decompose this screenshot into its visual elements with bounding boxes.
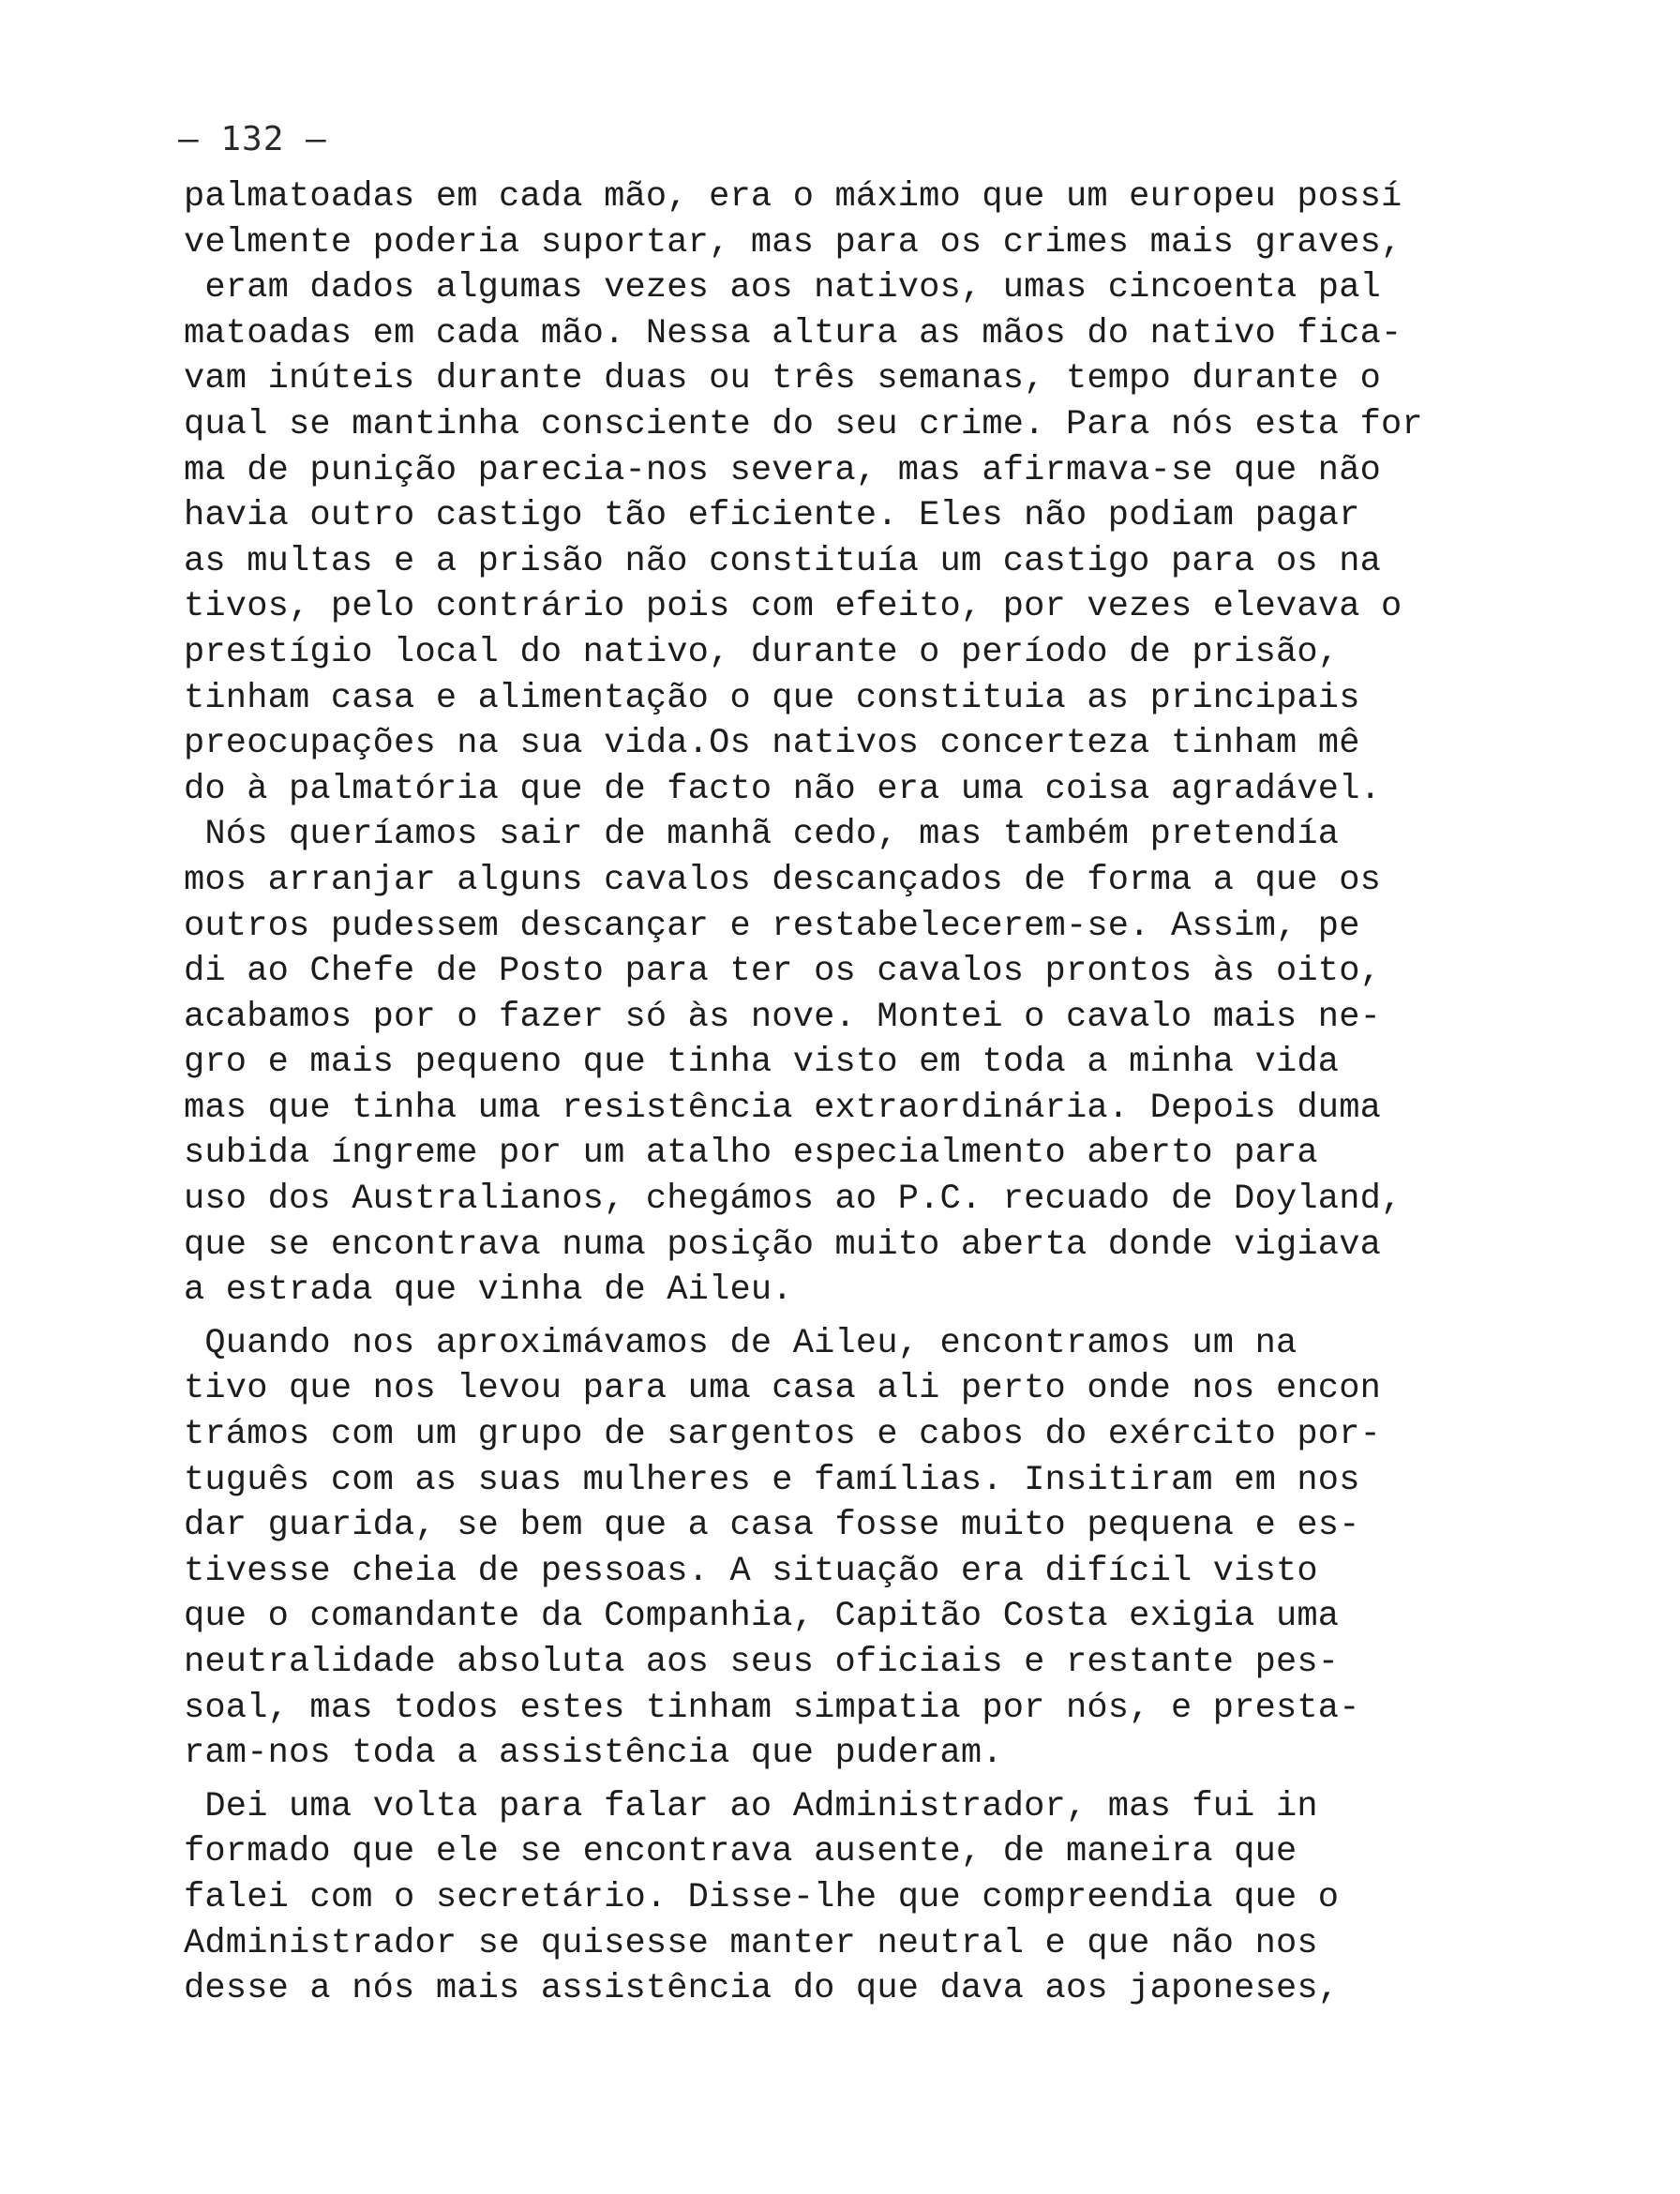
text-line: Dei uma volta para falar ao Administrador, mas fui in (184, 1786, 1318, 1826)
text-line: Quando nos aproximávamos de Aileu, encontramos um na (184, 1323, 1298, 1363)
text-line: soal, mas todos estes tinham simpatia por nós, e presta- (184, 1688, 1360, 1728)
text-line: prestígio local do nativo, durante o período de prisão, (184, 632, 1340, 672)
text-line: acabamos por o fazer só às nove. Montei o cavalo mais ne- (184, 997, 1382, 1037)
text-line: eram dados algumas vezes aos nativos, umas cincoenta pal (184, 268, 1382, 308)
text-line: tivos, pelo contrário pois com efeito, por vezes elevava o (184, 587, 1402, 627)
body-text (184, 174, 1515, 2012)
text-line: Nós queríamos sair de manhã cedo, mas também pretendía (184, 815, 1340, 855)
text-line: ram-nos toda a assistência que puderam. (184, 1734, 1003, 1774)
text-line: mos arranjar alguns cavalos descançados de forma a que os (184, 860, 1382, 900)
text-line: mas que tinha uma resistência extraordinária. Depois duma (184, 1088, 1382, 1128)
text-line: uso dos Australianos, chegámos ao P.C. recuado de Doyland, (184, 1180, 1402, 1220)
text-line: dar guarida, se bem que a casa fosse muito pequena e es- (184, 1506, 1360, 1546)
text-line: Administrador se quisesse manter neutral e que não nos (184, 1923, 1318, 1963)
text-line: desse a nós mais assistência do que dava aos japoneses, (184, 1969, 1340, 2009)
text-line: trámos com um grupo de sargentos e cabos do exército por- (184, 1415, 1382, 1455)
text-line: ma de punição parecia-nos severa, mas afirmava-se que não (184, 450, 1382, 490)
text-line: formado que ele se encontrava ausente, de maneira que (184, 1832, 1298, 1872)
text-line: as multas e a prisão não constituía um castigo para os na (184, 541, 1382, 581)
text-line: tivo que nos levou para uma casa ali perto onde nos encon (184, 1369, 1382, 1409)
text-line: que se encontrava numa posição muito aberta donde vigiava (184, 1225, 1382, 1265)
text-line: vam inúteis durante duas ou três semanas, tempo durante o (184, 359, 1382, 399)
text-line: outros pudessem descançar e restabelecerem-se. Assim, pe (184, 906, 1360, 946)
text-line: que o comandante da Companhia, Capitão Costa exigia uma (184, 1597, 1340, 1637)
text-line: tuguês com as suas mulheres e famílias. Insitiram em nos (184, 1460, 1360, 1500)
text-line: tivesse cheia de pessoas. A situação era difícil visto (184, 1551, 1318, 1591)
text-line: do à palmatória que de facto não era uma coisa agradável. (184, 769, 1382, 809)
text-line: subida íngreme por um atalho especialmento aberto para (184, 1134, 1318, 1174)
text-line: velmente poderia suportar, mas para os crimes mais graves, (184, 222, 1402, 263)
text-line: tinham casa e alimentação o que constituia as principais (184, 678, 1360, 718)
text-line: a estrada que vinha de Aileu. (184, 1270, 793, 1311)
text-line: havia outro castigo tão eficiente. Eles não podiam pagar (184, 496, 1360, 536)
text-line: di ao Chefe de Posto para ter os cavalos prontos às oito, (184, 952, 1382, 992)
text-line: preocupações na sua vida.Os nativos concerteza tinham mê (184, 724, 1360, 764)
page-number: — 132 — (178, 120, 327, 158)
text-line: matoadas em cada mão. Nessa altura as mãos do nativo fica- (184, 313, 1402, 353)
text-line: qual se mantinha consciente do seu crime. Para nós esta for (184, 404, 1423, 444)
text-line: neutralidade absoluta aos seus oficiais e restante pes- (184, 1643, 1340, 1682)
text-line: falei com o secretário. Disse-lhe que compreendia que o (184, 1877, 1340, 1917)
text-line: palmatoadas em cada mão, era o máximo que um europeu possí (184, 177, 1402, 217)
text-line: gro e mais pequeno que tinha visto em toda a minha vida (184, 1043, 1340, 1083)
